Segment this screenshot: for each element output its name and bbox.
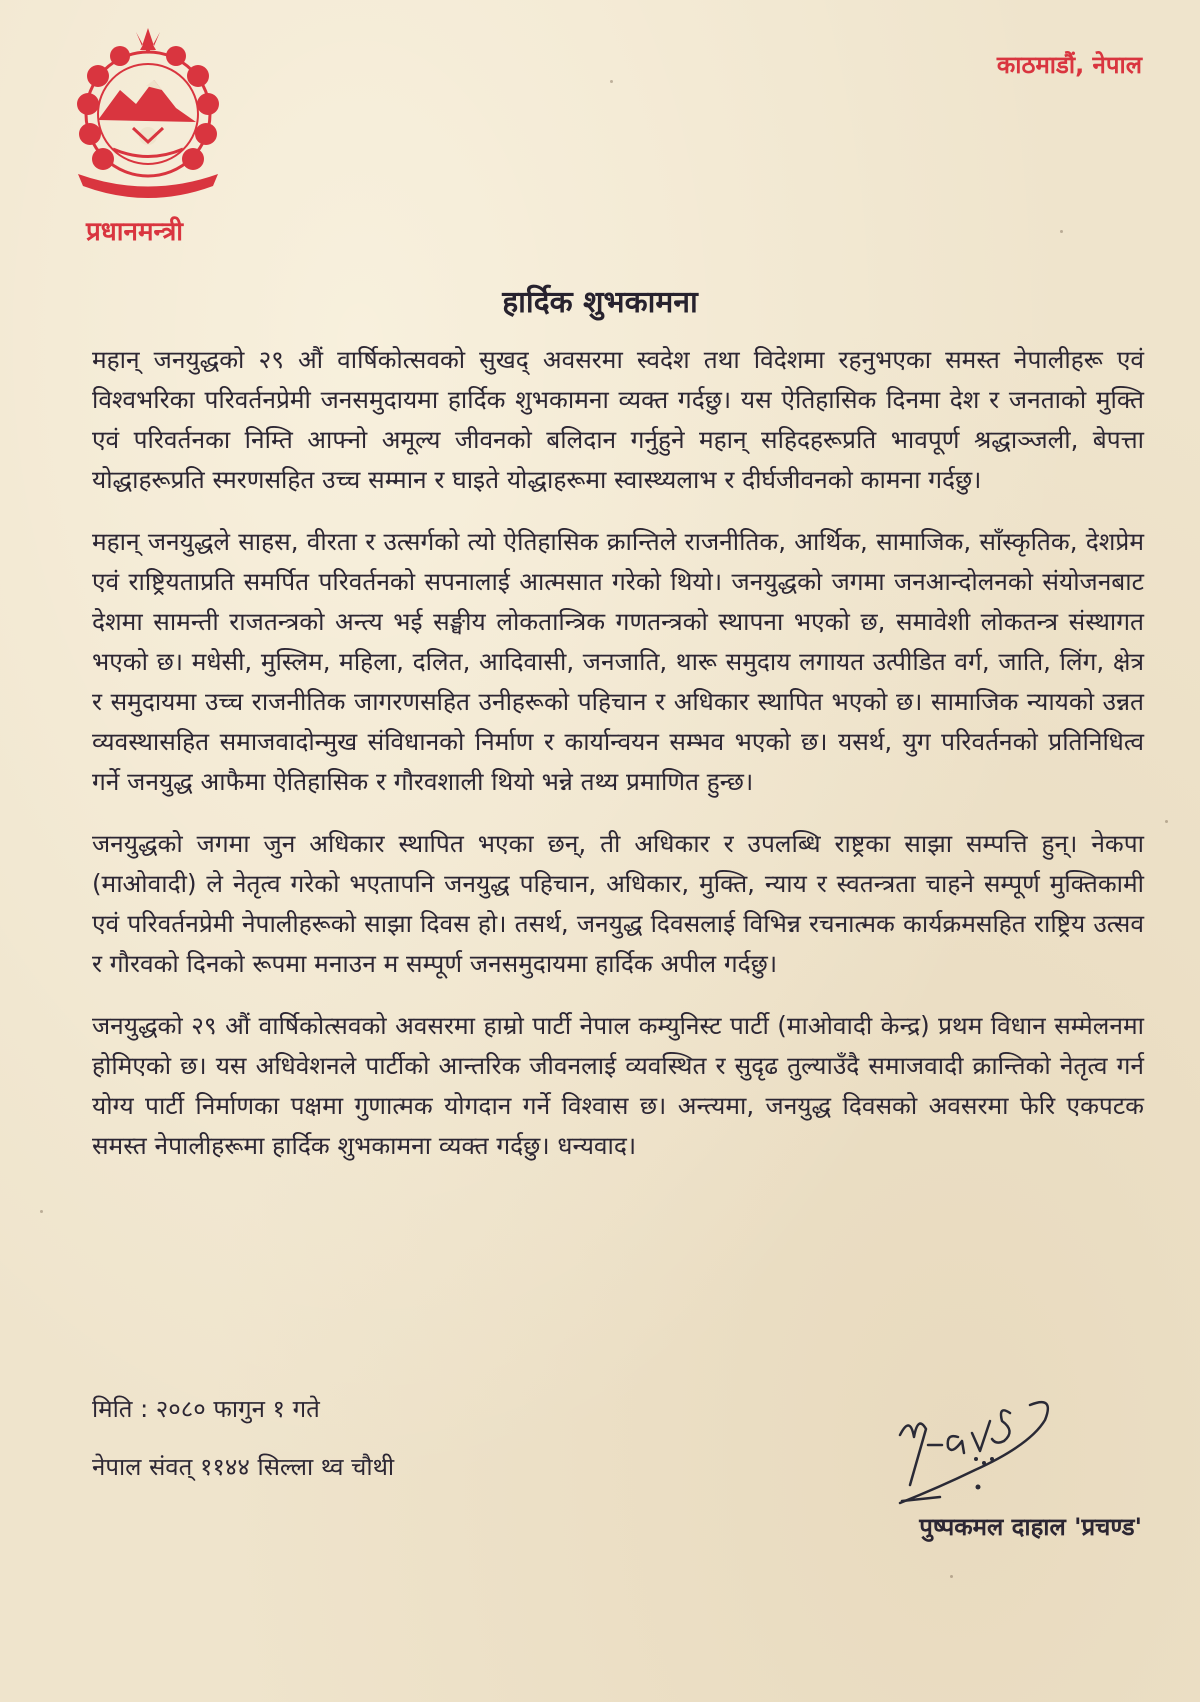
letter-title: हार्दिक शुभकामना — [502, 285, 698, 320]
date-line: मिति : २०८० फागुन १ गते — [92, 1395, 320, 1423]
paragraph-4: जनयुद्धको २९ औं वार्षिकोत्सवको अवसरमा हाम्रो पार्टी नेपाल कम्युनिस्ट पार्टी (माओवादी केन्द्र) प्रथम विधान सम्मेलनमा होमिएको छ। यस अधिवेशनले पार्टीको आन्तरिक जीवनलाई व्यवस्थित र सुदृढ तुल्याउँदै समाजवादी क्रान्तिको नेतृत्व गर्न योग्य पार्टी निर्माणका पक्षमा गुणात्मक योगदान गर्ने विश्वास छ। अन्त्यमा, जनयुद्ध दिवसको अवसरमा फेरि एकपटक समस्त नेपालीहरूमा हार्दिक शुभकामना व्यक्त गर्दछु। धन्यवाद। — [92, 1011, 1144, 1160]
place-label: काठमाडौं, नेपाल — [996, 51, 1142, 79]
nepal-national-emblem-icon — [58, 24, 238, 202]
office-title: प्रधानमन्त्री — [86, 217, 184, 247]
paper-speck — [1060, 230, 1063, 233]
nepal-samvat-line: नेपाल संवत् ११४४ सिल्ला थ्व चौथी — [92, 1453, 395, 1481]
paragraph-3: जनयुद्धको जगमा जुन अधिकार स्थापित भएका छन्, ती अधिकार र उपलब्धि राष्ट्रका साझा सम्पत्ति हुन्। नेकपा (माओवादी) ले नेतृत्व गरेको भएतापनि जनयुद्ध पहिचान, अधिकार, मुक्ति, न्याय र स्वतन्त्रता चाहने सम्पूर्ण मुक्तिकामी एवं परिवर्तनप्रेमी नेपालीहरूको साझा दिवस हो। तसर्थ, जनयुद्ध दिवसलाई विभिन्न रचनात्मक कार्यक्रमसहित राष्ट्रिय उत्सव र गौरवको दिनको रूपमा मनाउन म सम्पूर्ण जनसमुदायमा हार्दिक अपील गर्दछु। — [92, 829, 1144, 978]
paragraph-1: महान् जनयुद्धको २९ औं वार्षिकोत्सवको सुखद् अवसरमा स्वदेश तथा विदेशमा रहनुभएका समस्त नेपालीहरू एवं विश्वभरिका परिवर्तनप्रेमी जनसमुदायमा हार्दिक शुभकामना व्यक्त गर्दछु। यस ऐतिहासिक दिनमा देश र जनताको मुक्ति एवं परिवर्तनका निम्ति आफ्नो अमूल्य जीवनको बलिदान गर्नुहुने महान् सहिदहरूप्रति भावपूर्ण श्रद्धाञ्जली, बेपत्ता योद्धाहरूप्रति स्मरणसहित उच्च सम्मान र घाइते योद्धाहरूमा स्वास्थ्यलाभ र दीर्घजीवनको कामना गर्दछु। — [92, 345, 1144, 494]
paper-speck — [950, 1575, 953, 1578]
paragraph-2: महान् जनयुद्धले साहस, वीरता र उत्सर्गको त्यो ऐतिहासिक क्रान्तिले राजनीतिक, आर्थिक, सामाजिक, साँस्कृतिक, देशप्रेम एवं राष्ट्रियताप्रति समर्पित परिवर्तनको सपनालाई आत्मसात गरेको थियो। जनयुद्धको जगमा जनआन्दोलनको संयोजनबाट देशमा सामन्ती राजतन्त्रको अन्त्य भई सङ्घीय लोकतान्त्रिक गणतन्त्रको स्थापना भएको छ, समावेशी लोकतन्त्र संस्थागत भएको छ। मधेसी, मुस्लिम, महिला, दलित, आदिवासी, जनजाति, थारू समुदाय लगायत उत्पीडित वर्ग, जाति, लिंग, क्षेत्र र समुदायमा उच्च राजनीतिक जागरणसहित उनीहरूको पहिचान र अधिकार स्थापित भएको छ। सामाजिक न्यायको उन्नत व्यवस्थासहित समाजवादोन्मुख संविधानको निर्माण र कार्यान्वयन सम्भव भएको छ। यसर्थ, युग परिवर्तनको प्रतिनिधित्व गर्ने जनयुद्ध आफैमा ऐतिहासिक र गौरवशाली थियो भन्ने तथ्य प्रमाणित हुन्छ। — [92, 527, 1144, 796]
paper-speck — [40, 1210, 43, 1213]
paper-speck — [1165, 820, 1168, 823]
signer-name: पुष्पकमल दाहाल 'प्रचण्ड' — [919, 1513, 1142, 1541]
paper-speck — [610, 80, 613, 83]
letter-body — [92, 340, 1144, 1188]
handwritten-signature-icon — [880, 1375, 1130, 1515]
